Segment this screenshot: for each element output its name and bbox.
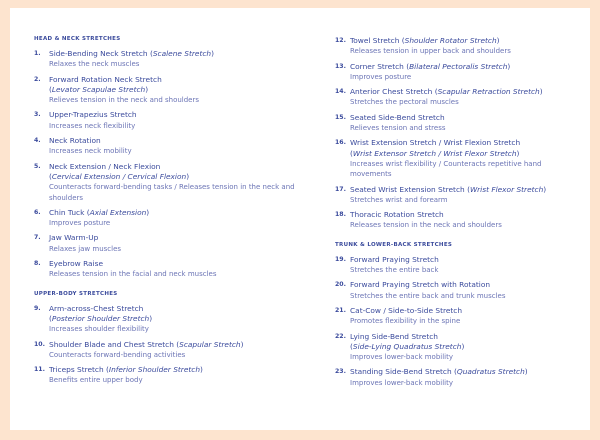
- item-title: Arm-across-Chest Stretch: [49, 303, 144, 313]
- item-description: Stretches wrist and forearm: [350, 195, 448, 204]
- section-head-neck: HEAD & NECK STRETCHES: [34, 36, 121, 42]
- item-number: 22.: [335, 332, 346, 340]
- item-description: Releases tension in the facial and neck muscles: [49, 270, 217, 279]
- list-item: [34, 233, 302, 254]
- item-description: Stretches the entire back and trunk muscles: [350, 291, 506, 300]
- item-title: Chin Tuck (Axial Extension): [49, 207, 150, 217]
- item-title: Towel Stretch (Shoulder Rotator Stretch): [350, 36, 500, 45]
- item-description: Benefits entire upper body: [49, 376, 143, 385]
- item-number: 1.: [34, 50, 41, 57]
- list-item: [335, 306, 575, 327]
- right-column: [335, 36, 575, 393]
- list-item: [335, 280, 575, 301]
- item-description: Releases tension in the neck and shoulders: [350, 221, 502, 230]
- item-title: Seated Wrist Extension Stretch (Wrist Flexor Stretch): [350, 184, 547, 194]
- list-item: [34, 340, 302, 361]
- item-description: Stretches the entire back: [350, 266, 439, 275]
- item-title: Upper-Trapezius Stretch: [49, 110, 137, 120]
- item-description: Increases shoulder flexibility: [49, 325, 149, 334]
- item-title: Cat-Cow / Side-to-Side Stretch: [350, 305, 463, 315]
- item-number: 18.: [335, 211, 346, 219]
- list-item: [34, 110, 302, 131]
- item-number: 11.: [34, 366, 45, 374]
- list-item: [335, 332, 575, 363]
- item-description: Relieves tension in the neck and shoulders: [49, 96, 200, 105]
- section-upper-body: UPPER-BODY STRETCHES: [34, 290, 118, 297]
- item-number: 20.: [335, 281, 346, 289]
- item-title: Shoulder Blade and Chest Stretch (Scapular Stretch): [49, 339, 244, 349]
- item-title: Seated Side-Bend Stretch: [350, 112, 445, 122]
- item-description: Improves posture: [49, 219, 111, 228]
- item-number: 2.: [34, 75, 41, 83]
- list-item: [34, 304, 302, 335]
- list-item: [34, 136, 302, 157]
- item-number: 19.: [335, 255, 346, 263]
- list-item: [34, 75, 302, 106]
- item-number: 13.: [335, 62, 346, 70]
- list-item: [335, 138, 575, 179]
- item-description: Counteracts forward-bending activities: [49, 350, 186, 359]
- item-number: 17.: [335, 185, 346, 193]
- section-trunk-back: TRUNK & LOWER-BACK STRETCHES: [335, 241, 453, 248]
- item-title: Triceps Stretch (Inferior Shoulder Stretch): [49, 365, 203, 375]
- list-item: [34, 259, 302, 280]
- item-title: Forward Praying Stretch with Rotation: [350, 280, 491, 290]
- list-item: [335, 36, 575, 57]
- item-title: Thoracic Rotation Stretch: [350, 210, 444, 220]
- list-item: [34, 365, 302, 386]
- document-page: [10, 8, 590, 430]
- list-item: [335, 62, 575, 83]
- left-column: [34, 36, 302, 391]
- item-title: Lying Side-Bend Stretch: [350, 331, 438, 341]
- item-number: 21.: [335, 306, 346, 314]
- item-description: Improves posture: [350, 72, 412, 81]
- item-title: Eyebrow Raise: [49, 259, 104, 269]
- item-title: Jaw Warm-Up: [49, 233, 99, 243]
- item-title: Wrist Extension Stretch / Wrist Flexion Stretch: [350, 138, 521, 148]
- item-number: 5.: [34, 162, 41, 170]
- item-description: Counteracts forward-bending tasks / Releases tension in the neck and shoulders: [49, 183, 295, 202]
- item-description: Improves lower-back mobility: [350, 353, 453, 362]
- list-item: [335, 185, 575, 206]
- item-number: 10.: [34, 340, 45, 348]
- item-description: Relieves tension and stress: [350, 124, 446, 133]
- item-description: Increases neck mobility: [49, 147, 132, 156]
- item-number: 8.: [34, 260, 41, 268]
- item-description: Relaxes jaw muscles: [49, 244, 122, 253]
- list-item: [34, 49, 302, 70]
- item-description: Promotes flexibility in the spine: [350, 317, 461, 326]
- list-item: [34, 162, 302, 203]
- item-number: 6.: [34, 208, 41, 216]
- item-title: Forward Rotation Neck Stretch: [49, 74, 162, 84]
- item-number: 14.: [335, 88, 346, 96]
- bottom-band: [0, 430, 600, 440]
- item-number: 12.: [335, 37, 346, 44]
- item-alt-title: (Levator Scapulae Stretch): [49, 84, 149, 94]
- item-alt-title: (Side-Lying Quadratus Stretch): [350, 341, 465, 351]
- item-number: 15.: [335, 113, 346, 121]
- item-title: Neck Extension / Neck Flexion: [49, 161, 161, 171]
- item-number: 16.: [335, 139, 346, 147]
- item-alt-title: (Posterior Shoulder Stretch): [49, 313, 153, 323]
- item-title: Neck Rotation: [49, 136, 101, 146]
- item-number: 4.: [34, 137, 41, 145]
- item-title: Forward Praying Stretch: [350, 254, 439, 264]
- item-number: 3.: [34, 111, 41, 119]
- item-title: Corner Stretch (Bilateral Pectoralis Stretch): [350, 61, 511, 71]
- item-description: Improves lower-back mobility: [350, 378, 453, 387]
- item-description: Relaxes the neck muscles: [49, 60, 140, 69]
- item-title: Anterior Chest Stretch (Scapular Retraction Stretch): [350, 87, 543, 97]
- item-description: Increases wrist flexibility / Counteracts repetitive hand movements: [350, 159, 542, 179]
- list-item: [34, 208, 302, 229]
- item-alt-title: (Wrist Extensor Stretch / Wrist Flexor Stretch): [350, 148, 520, 158]
- list-item: [335, 255, 575, 276]
- item-alt-title: (Cervical Extension / Cervical Flexion): [49, 171, 190, 181]
- item-number: 23.: [335, 368, 346, 376]
- list-item: [335, 367, 575, 388]
- item-description: Releases tension in upper back and shoulders: [350, 47, 511, 56]
- item-number: 9.: [34, 304, 41, 312]
- list-item: [335, 210, 575, 231]
- item-title: Standing Side-Bend Stretch (Quadratus Stretch): [350, 367, 528, 377]
- item-description: Increases neck flexibility: [49, 121, 136, 130]
- item-number: 7.: [34, 234, 41, 242]
- list-item: [335, 113, 575, 134]
- item-description: Stretches the pectoral muscles: [350, 98, 459, 107]
- list-item: [335, 87, 575, 108]
- item-title: Side-Bending Neck Stretch (Scalene Stretch): [49, 49, 215, 58]
